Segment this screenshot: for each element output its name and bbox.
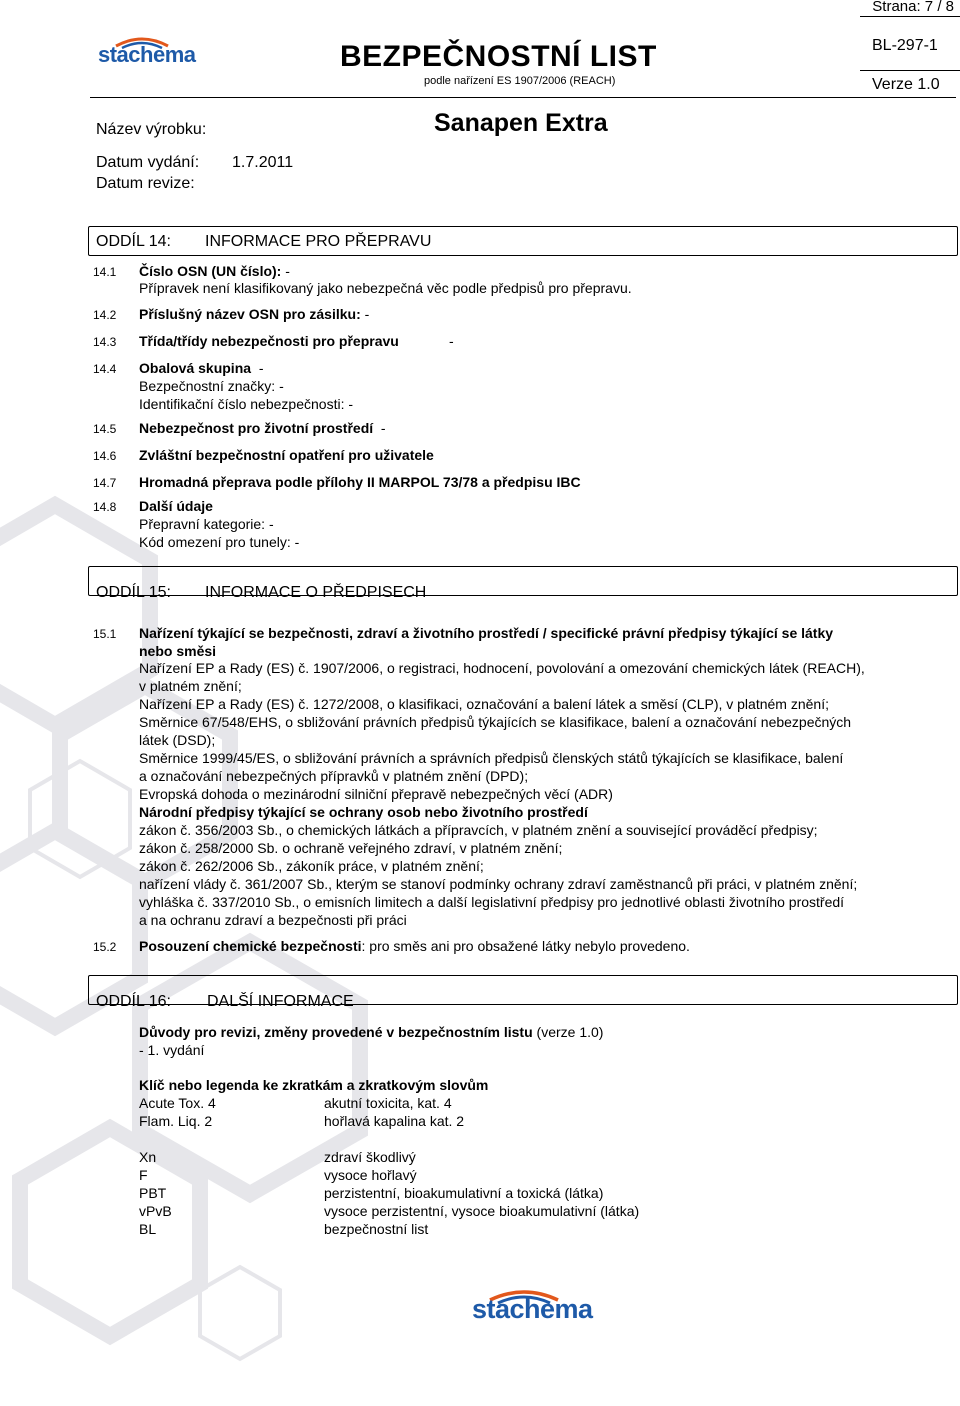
abbreviation-meanings [324, 1148, 639, 1238]
abbreviation-abbr: Xn [139, 1149, 157, 1165]
abbreviation-abbr: BL [139, 1221, 157, 1237]
header-divider [90, 97, 956, 98]
logo-wordmark: stachema [98, 42, 196, 67]
abbreviation-meaning: zdraví škodlivý [324, 1149, 416, 1165]
abbreviation-abbr: Flam. Liq. 2 [139, 1113, 213, 1129]
document-code: BL-297-1 [872, 37, 938, 54]
revision-date-label: Datum revize: [96, 175, 195, 192]
abbreviation-abbr: Acute Tox. 4 [139, 1095, 216, 1111]
section-title: INFORMACE PRO PŘEPRAVU [205, 233, 432, 250]
subsection-title: Posouzení chemické bezpečnosti: pro směs ani pro obsažené látky nebylo provedeno. [139, 938, 690, 954]
section-number: ODDÍL 14: [96, 233, 171, 250]
revision-line: - 1. vydání [139, 1042, 205, 1058]
abbreviation-abbr: vPvB [139, 1203, 172, 1219]
subsection-14-2: 14.2 [93, 308, 117, 322]
abbreviation-abbr: PBT [139, 1185, 167, 1201]
header-rule [860, 16, 960, 17]
footer-logo [468, 1284, 593, 1328]
page-number: Strana: 7 / 8 [872, 0, 954, 15]
subsection-14-8: 14.8 [93, 500, 117, 514]
section-16-header [88, 975, 958, 1010]
issue-date-label: Datum vydání: [96, 154, 200, 171]
abbreviation-abbr: F [139, 1167, 148, 1183]
subsection-title: Číslo OSN (UN číslo): - [139, 263, 290, 279]
document-version: Verze 1.0 [872, 76, 940, 93]
header-rule [860, 70, 960, 71]
subsection-text: Bezpečnostní značky: - Identifikační číslo nebezpečnosti: - [139, 378, 354, 412]
abbreviation-meaning: vysoce perzistentní, vysoce bioakumulativní (látka) [324, 1203, 640, 1219]
issue-date: 1.7.2011 [232, 154, 294, 171]
subsection-14-6: 14.6 [93, 449, 117, 463]
abbreviation-meanings [324, 1094, 464, 1130]
subsection-title: Další údaje [139, 498, 213, 514]
abbreviation-meaning: bezpečnostní list [324, 1221, 429, 1237]
abbreviation-meaning: perzistentní, bioakumulativní a toxická (látka) [324, 1185, 604, 1201]
subsection-title: Zvláštní bezpečnostní opatření pro uživatele [139, 447, 434, 463]
subsection-value: - [449, 333, 454, 349]
subsection-14-1: 14.1 [93, 265, 117, 279]
document-subtitle: podle nařízení ES 1907/2006 (REACH) [424, 75, 616, 87]
abbreviation-list [139, 1148, 172, 1238]
document-title: BEZPEČNOSTNÍ LIST [340, 40, 657, 73]
abbreviation-meaning: akutní toxicita, kat. 4 [324, 1095, 452, 1111]
subsection-15-2: 15.2 [93, 940, 117, 954]
subsection-text: Přepravní kategorie: - Kód omezení pro tunely: - [139, 516, 300, 550]
legend-title: Klíč nebo legenda ke zkratkám a zkratkovým slovům [139, 1077, 489, 1093]
subsection-text: Přípravek není klasifikovaný jako nebezpečná věc podle předpisů pro přepravu. [139, 280, 632, 296]
section-14-header [88, 226, 958, 256]
section-number: ODDÍL 15: [96, 584, 171, 601]
section-title: DALŠÍ INFORMACE [207, 993, 354, 1010]
subsection-14-4: 14.4 [93, 362, 117, 376]
revision-reasons: Důvody pro revizi, změny provedené v bezpečnostním listu (verze 1.0) [139, 1024, 604, 1040]
subsection-15-1: 15.1 [93, 627, 117, 641]
section-15-header [88, 566, 958, 601]
subsection-title: Nebezpečnost pro životní prostředí - [139, 420, 386, 436]
subsection-title: Třída/třídy nebezpečnosti pro přepravu [139, 333, 399, 349]
section-title: INFORMACE O PŘEDPISECH [205, 584, 427, 601]
subsection-14-7: 14.7 [93, 476, 117, 490]
subsection-14-5: 14.5 [93, 422, 117, 436]
subsection-title: Příslušný název OSN pro zásilku: - [139, 306, 370, 322]
subsection-title: Nařízení týkající se bezpečnosti, zdraví a životního prostředí / specifické právní předpisy týkající se látky nebo směsi [139, 625, 834, 659]
product-name: Sanapen Extra [434, 109, 608, 137]
subsection-title: Obalová skupina - [139, 360, 264, 376]
section-number: ODDÍL 16: [96, 993, 171, 1010]
abbreviation-meaning: hořlavá kapalina kat. 2 [324, 1113, 465, 1129]
regulation-list: Nařízení EP a Rady (ES) č. 1907/2006, o registraci, hodnocení, povolování a omezování chemických látek (REACH), v platném znění; Nařízení EP a Rady (ES) č. 1272/2008, o klasifikaci, označování a balení látek a směsí (CLP), v platném znění; Směrnice 67/548/EHS, o sbližování právních předpisů týkajících se klasifikace, balení a označování nebezpečných látek (DSD); Směrnice 1999/45/ES, o sbližování právních a správních předpisů členských států týkajících se klasifikace, balení a označování nebezpečných přípravků v platném znění (DPD); Evropská dohoda o mezinárodní silniční přepravě nebezpečných věcí (ADR) Národní předpisy týkající se ochrany osob nebo životního prostředí zákon č. 356/2003 Sb., o chemických látkách a přípravcích, v platném znění a související prováděcí předpisy; zákon č. 258/2000 Sb. o ochraně veřejného zdraví, v platném znění; zákon č. 262/2006 Sb., zákoník práce, v platném znění; nařízení vlády č. 361/2007 Sb., kterým se stanoví podmínky ochrany zdraví zaměstnanců při práci, v platném znění; vyhláška č. 337/2010 Sb., o emisních limitech a další legislativní předpisy pro jednotlivé oblasti životního prostředí a na ochranu zdraví a bezpečnosti při práci [139, 660, 865, 928]
national-regulations-title: Národní předpisy týkající se ochrany osob nebo životního prostředí [139, 804, 588, 820]
product-label: Název výrobku: [96, 121, 207, 138]
logo-wordmark: stachema [472, 1294, 593, 1324]
abbreviation-meaning: vysoce hořlavý [324, 1167, 417, 1183]
subsection-14-3: 14.3 [93, 335, 117, 349]
abbreviation-list [139, 1094, 216, 1130]
subsection-title: Hromadná přeprava podle přílohy II MARPOL 73/78 a předpisu IBC [139, 474, 581, 490]
company-logo [96, 30, 196, 75]
